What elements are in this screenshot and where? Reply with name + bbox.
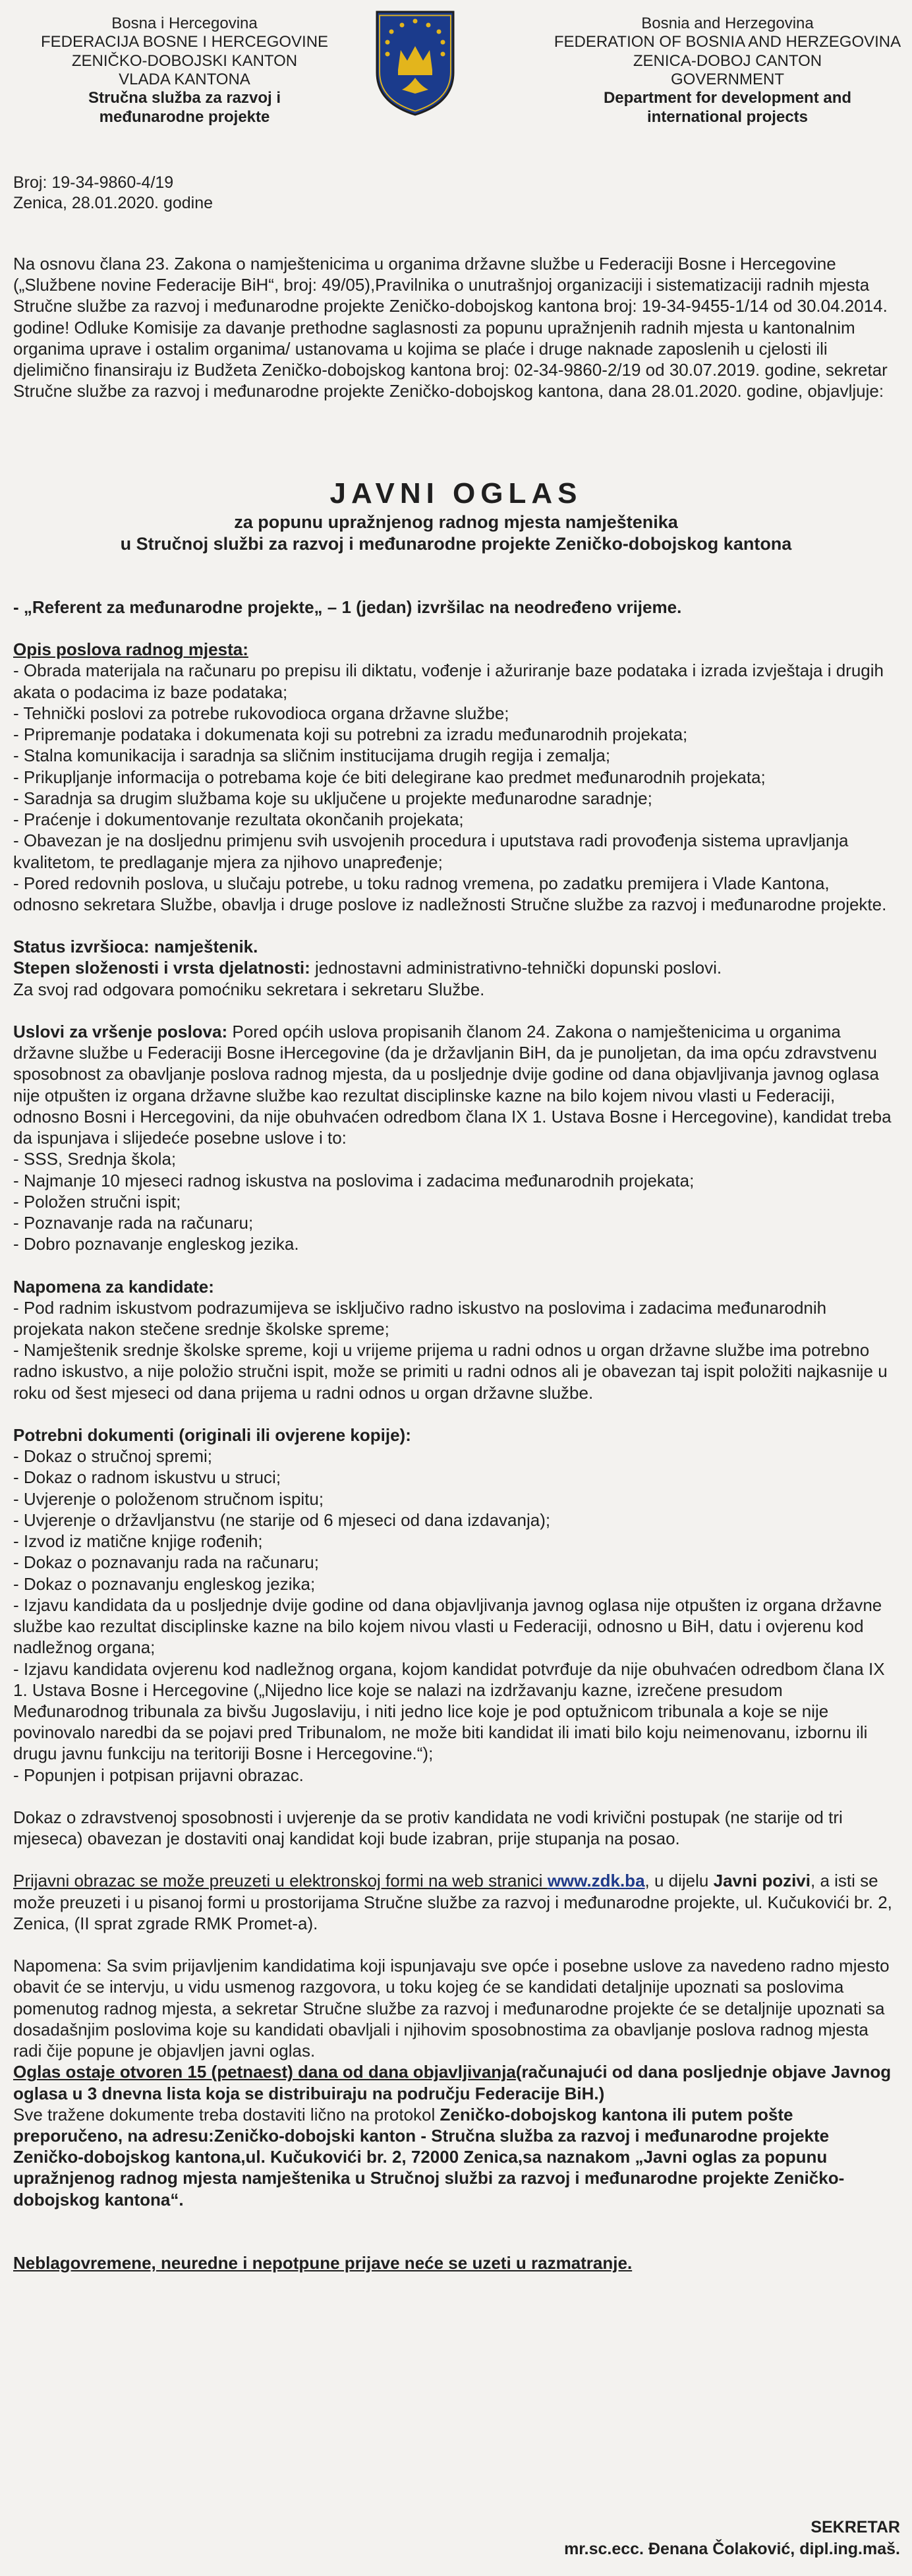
documents-list xyxy=(13,1446,899,1786)
conditions-list xyxy=(13,1148,899,1254)
list-item: - Položen stručni ispit; xyxy=(13,1191,899,1212)
list-item: - Najmanje 10 mjeseci radnog iskustva na poslovima i zadacima međunarodnih projekata; xyxy=(13,1170,899,1191)
complexity-line xyxy=(13,957,899,978)
warning-line: Neblagovremene, neuredne i nepotpune prijave neće se uzeti u razmatranje. xyxy=(13,2252,633,2273)
header-line: međunarodne projekte xyxy=(99,107,270,126)
header-line: VLADA KANTONA xyxy=(119,70,250,88)
header-line: FEDERATION OF BOSNIA AND HERZEGOVINA xyxy=(554,33,901,51)
list-item: - Uvjerenje o položenom stručnom ispitu; xyxy=(13,1488,899,1509)
signature-block xyxy=(564,2517,900,2560)
reference-number: Broj: 19-34-9860-4/19 xyxy=(13,173,174,192)
form-bold: Javni pozivi xyxy=(713,1871,811,1891)
form-text-2: , u dijelu xyxy=(644,1871,714,1891)
document-reference xyxy=(13,173,213,214)
status-section xyxy=(13,936,899,1000)
announcement-body xyxy=(13,253,899,2273)
header-line: Stručna služba za razvoj i xyxy=(88,89,281,107)
complexity-text: jednostavni administrativno-tehnički dopunski poslovi. xyxy=(310,958,722,978)
conditions-text: Pored općih uslova propisanih članom 24. Zakona o namještenicima u organima državne službe u Federaciji Bosne iHercegovine (da je državljanin BiH, da je punoljetan, da ima opću zdravstvenu sposobnost za obavljanje poslova radnog mjesta, da u posljednje dvije godine od dana objavljivanja javnog oglasa nije otpušten iz organa državne službe kao rezultat disciplinske kazne na bilo kojem nivou vlasti u Federaciji, odnosno Bosni i Hercegovini, da nije obuhvaćen odredbom člana IX 1. Ustava Bosne i Hercegovine), kandidat treba da ispunjava i slijedeće posebne uslove i to: xyxy=(13,1021,892,1148)
header-line: Bosna i Hercegovina xyxy=(111,15,258,32)
list-item: - Dokaz o poznavanju engleskog jezika; xyxy=(13,1573,899,1595)
list-item: - Popunjen i potpisan prijavni obrazac. xyxy=(13,1765,899,1786)
conditions-label: Uslovi za vršenje poslova: xyxy=(13,1021,228,1041)
deadline-paragraph xyxy=(13,2061,899,2103)
signature-role: SEKRETAR xyxy=(811,2518,900,2536)
delivery-bold: Zeničko-dobojskog kantona ili putem pošte preporučeno, na adresu:Zeničko-dobojski kanton - Stručna služba za razvoj i međunarodne projekte Zeničko-dobojskog kantona,ul. Kučukovići br. 2, 72000 Zenica,sa naznakom „Javni oglas za popunu upražnjenog radnog mjesta namještenika u Stručnoj službi za razvoj i međunarodne projekte Zeničko-dobojskog kantona“. xyxy=(13,2104,845,2210)
list-item: - SSS, Srednja škola; xyxy=(13,1148,899,1169)
header-line: FEDERACIJA BOSNE I HERCEGOVINE xyxy=(40,33,329,51)
announcement-subtitle-2: u Stručnoj službi za razvoj i međunarodne projekte Zeničko-dobojskog kantona xyxy=(120,533,792,554)
list-item: - Tehnički poslovi za potrebe rukovodioca organa državne službe; xyxy=(13,703,899,724)
list-item: - Dokaz o poznavanju rada na računaru; xyxy=(13,1552,899,1573)
duties-list xyxy=(13,660,899,915)
deadline-underlined: Oglas ostaje otvoren 15 (petnaest) dana od dana objavljivanja xyxy=(13,2062,516,2082)
list-item: - Dobro poznavanje engleskog jezika. xyxy=(13,1233,899,1254)
list-item: - Saradnja sa drugim službama koje su uključene u projekte međunarodne saradnje; xyxy=(13,788,899,809)
list-item: - Izvod iz matične knjige rođenih; xyxy=(13,1531,899,1552)
responsibility-line: Za svoj rad odgovara pomoćniku sekretara i sekretaru Službe. xyxy=(13,979,485,999)
coat-of-arms-crest-icon xyxy=(373,9,457,117)
header-line: international projects xyxy=(646,107,809,126)
conditions-paragraph xyxy=(13,1021,899,1148)
letterhead xyxy=(0,0,912,165)
list-item: - Pored redovnih poslova, u slučaju potrebe, u toku radnog vremena, po zadatku premijera i Vlade Kantona, odnosno sekretara Službe, obavlja i druge poslove iz nadležnosti Stručne službe za razvoj i međunarodne projekte. xyxy=(13,873,899,915)
list-item: - Poznavanje rada na računaru; xyxy=(13,1212,899,1233)
list-item: - Obrada materijala na računaru po prepisu ili diktatu, vođenje i ažuriranje baze podataka i izrada izvještaja i drugih akata o podacima iz baze podataka; xyxy=(13,660,899,702)
duties-title: Opis poslova radnog mjesta: xyxy=(13,639,248,660)
form-text-3: , a isti se može preuzeti i u pisanoj formi u prostorijama Stručne službe za razvoj i međunarodne projekte, ul. Kučukovići br. 2, Zenica, (II sprat zgrade RMK Promet-a). xyxy=(13,1871,892,1933)
delivery-text: Sve tražene dokumente treba dostaviti lično na protokol xyxy=(13,2104,440,2124)
form-text-1: Prijavni obrazac se može preuzeti u elektronskoj formi na web stranici xyxy=(13,1871,548,1891)
header-line: Department for development and xyxy=(603,89,852,107)
delivery-paragraph xyxy=(13,2104,899,2210)
list-item: - Obavezan je na dosljednu primjenu svih usvojenih procedura i uputstava radi provođenja sistema upravljanja kvalitetom, te predlaganje mjera za njihovo unapređenje; xyxy=(13,830,899,872)
list-item: - Prikupljanje informacija o potrebama koje će biti delegirane kao predmet međunarodnih projekata; xyxy=(13,767,899,788)
announcement-title-block xyxy=(13,476,899,554)
list-item: - Praćenje i dokumentovanje rezultata okončanih projekata; xyxy=(13,809,899,830)
list-item: - Pripremanje podataka i dokumenata koji su potrebni za izradu međunarodnih projekata; xyxy=(13,724,899,745)
list-item: - Uvjerenje o državljanstvu (ne starije od 6 mjeseci od dana izdavanja); xyxy=(13,1509,899,1531)
list-item: - Pod radnim iskustvom podrazumijeva se isključivo radno iskustvo na poslovima i zadacima međunarodnih projekata nakon stečene srednje školske spreme; xyxy=(13,1297,899,1339)
letterhead-right xyxy=(543,15,912,127)
list-item: - Dokaz o radnom iskustvu u struci; xyxy=(13,1467,899,1488)
form-paragraph xyxy=(13,1870,899,1934)
list-item: - Izjavu kandidata da u posljednje dvije godine od dana objavljivanja javnog oglasa nije otpušten iz organa državne službe kao rezultat disciplinske kazne na bilo kojem nivou vlasti u Federaciji, odnosno u BiH, datu i ovjerenu kod nadležnog organa; xyxy=(13,1595,899,1658)
list-item: - Stalna komunikacija i saradnja sa sličnim institucijama drugih regija i zemalja; xyxy=(13,745,899,766)
notes-section xyxy=(13,1276,899,1403)
list-item: - Dokaz o stručnoj spremi; xyxy=(13,1446,899,1467)
duties-section xyxy=(13,639,899,915)
documents-title: Potrebni dokumenti (originali ili ovjerene kopije): xyxy=(13,1424,411,1445)
header-line: GOVERNMENT xyxy=(670,70,784,88)
header-line: ZENIČKO-DOBOJSKI KANTON xyxy=(71,51,298,70)
documents-section xyxy=(13,1424,899,1786)
complexity-label: Stepen složenosti i vrsta djelatnosti: xyxy=(13,958,310,978)
napomena-paragraph: Napomena: Sa svim prijavljenim kandidatima koji ispunjavaju sve opće i posebne uslove za navedeno radno mjesto obavit će se intervju, u vidu usmenog razgovora, u toku kojeg će se kandidati detaljnije upoznati sa poslovima pomenutog radnog mjesta, a sekretar Stručne službe za razvoj i međunarodne projekte će se detaljnije upoznati sa dosadašnjim poslovima koje su kandidati obavljali i njihovim sposobnostima za obavljanje poslova radnog mjesta radi čije popune je objavljen javni oglas. xyxy=(13,1956,890,2061)
signature-name: mr.sc.ecc. Đenana Čolaković, dipl.ing.maš. xyxy=(564,2539,900,2558)
health-paragraph: Dokaz o zdravstvenoj sposobnosti i uvjerenje da se protiv kandidata ne vodi krivični postupak (ne starije od tri mjeseca) obavezan je dostaviti onaj kandidat koji bude izabran, prije stupanja na posao. xyxy=(13,1807,843,1849)
reference-date: Zenica, 28.01.2020. godine xyxy=(13,194,214,213)
website-link[interactable]: www.zdk.ba xyxy=(547,1871,645,1891)
status-line: Status izvršioca: namještenik. xyxy=(13,937,258,957)
announcement-subtitle-1: za popunu upražnjenog radnog mjesta namještenika xyxy=(234,512,678,533)
header-line: ZENICA-DOBOJ CANTON xyxy=(633,51,822,70)
notes-list xyxy=(13,1297,899,1403)
deadline-rest: (računajući od dana posljednje objave Javnog oglasa u 3 dnevna lista koja se distribuiraju na području Federacije BiH.) xyxy=(13,2062,892,2103)
conditions-section xyxy=(13,1021,899,1255)
list-item: - Namještenik srednje školske spreme, koji u vrijeme prijema u radni odnos u organ državne službe ima potrebno radno iskustvo, a nije položio stručni ispit, može se primiti u radni odnos ali je obavezan taj ispit položiti najkasnije u roku od šest mjeseci od dana prijema u radni odnos u organ državne službe. xyxy=(13,1339,899,1403)
announcement-title: JAVNI OGLAS xyxy=(329,477,583,510)
notes-title: Napomena za kandidate: xyxy=(13,1276,214,1297)
position-line: - „Referent za međunarodne projekte„ – 1 (jedan) izvršilac na neodređeno vrijeme. xyxy=(13,597,682,617)
list-item: - Izjavu kandidata ovjerenu kod nadležnog organa, kojom kandidat potvrđuje da nije obuhvaćen odredbom člana IX 1. Ustava Bosne i Hercegovine („Nijedno lice koje se nalazi na izdržavanju kazne, izrečene presudom Međunarodnog tribunala za bivšu Jugoslaviju, i niti jedno lice koje je pod optužnicom tribunala a koje se nije povinovalo naredbi da se pojavi pred Tribunalom, ne može biti kandidat ili imati bilo koju neimenovanu, izbornu ili drugu javnu funkciju na teritoriji Bosne i Hercegovine.“); xyxy=(13,1658,899,1765)
header-line: Bosnia and Herzegovina xyxy=(641,15,814,32)
intro-paragraph: Na osnovu člana 23. Zakona o namještenicima u organima državne službe u Federaciji Bosne i Hercegovine („Službene novine Federacije BiH“, broj: 49/05),Pravilnika o unutrašnjoj organizaciji i sistematizaciji radnih mjesta Stručne službe za razvoj i međunarodne projekte Zeničko-dobojskog kantona broj: 19-34-9455-1/14 od 30.04.2014. godine! Odluke Komisije za davanje prethodne saglasnosti za popunu upražnjenih radnih mjesta u kantonalnim organima uprave i ostalim organima/ ustanovama u kojima se plaće i druge naknade zaposlenih u cjelosti ili djelimično finansiraju iz Budžeta Zeničko-dobojskog kantona broj: 02-34-9860-2/19 od 30.07.2019. godine, sekretar Stručne službe za razvoj i međunarodne projekte Zeničko-dobojskog kantona, dana 28.01.2020. godine, objavljuje: xyxy=(13,254,888,401)
letterhead-left xyxy=(0,15,369,127)
